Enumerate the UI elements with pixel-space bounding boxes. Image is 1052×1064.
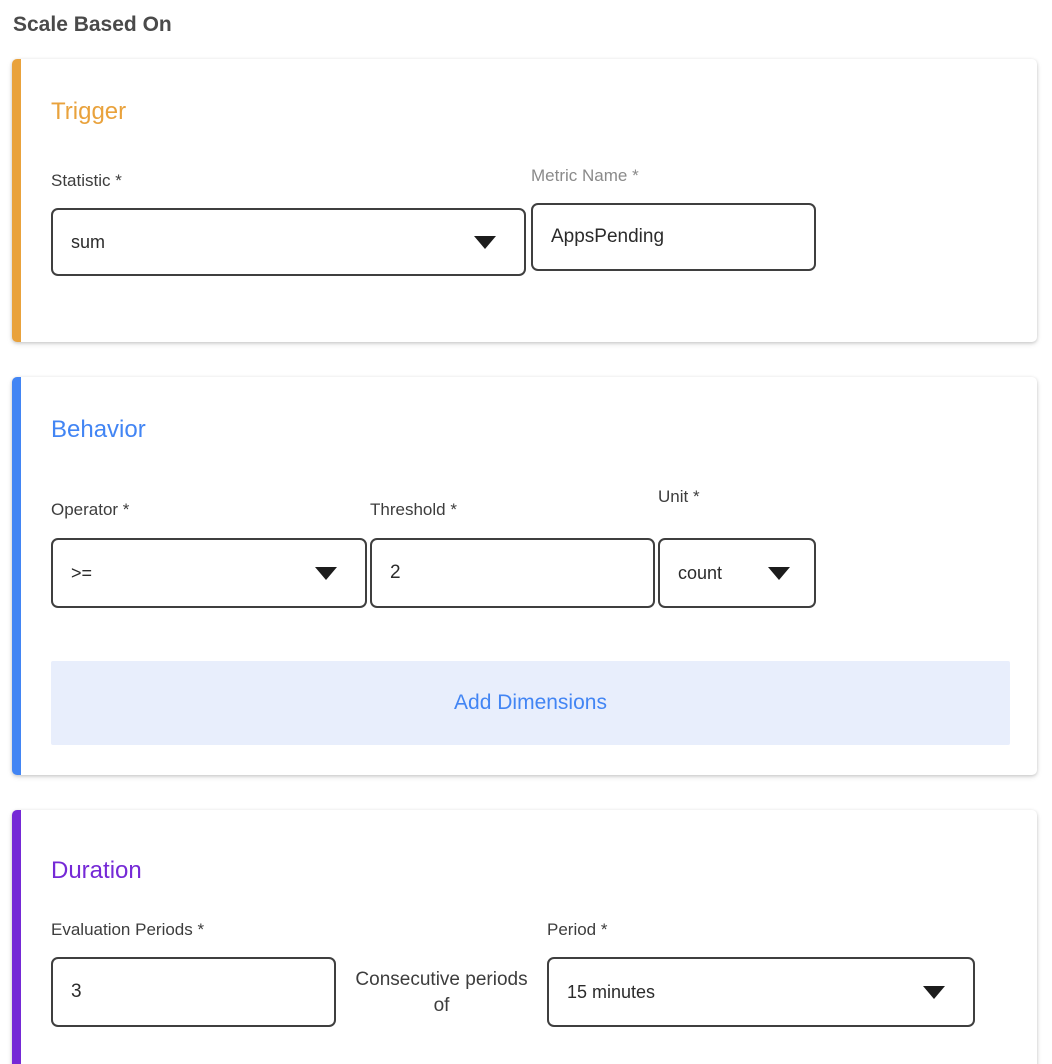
threshold-label: Threshold * bbox=[370, 500, 457, 519]
metric-name-label: Metric Name * bbox=[531, 166, 639, 185]
dropdown-arrow-icon bbox=[474, 236, 496, 249]
period-select[interactable] bbox=[547, 957, 975, 1027]
section-title-behavior: Behavior bbox=[51, 416, 146, 443]
period-label: Period * bbox=[547, 920, 608, 939]
behavior-section-card bbox=[12, 377, 1037, 775]
trigger-fields-row bbox=[51, 166, 1010, 276]
operator-field-group bbox=[51, 501, 367, 608]
period-field-group bbox=[547, 921, 975, 1027]
duration-section-content bbox=[21, 810, 1037, 1064]
section-title-trigger: Trigger bbox=[51, 98, 127, 125]
unit-field-group bbox=[658, 488, 816, 608]
statistic-select[interactable] bbox=[51, 208, 526, 276]
add-dimensions-button[interactable]: Add Dimensions bbox=[51, 661, 1010, 745]
period-selected-value: 15 minutes bbox=[567, 981, 656, 1002]
evaluation-periods-label: Evaluation Periods * bbox=[51, 920, 205, 939]
dropdown-arrow-icon bbox=[315, 567, 337, 580]
metric-name-input[interactable] bbox=[531, 203, 816, 271]
behavior-section-content bbox=[21, 377, 1037, 775]
unit-selected-value: count bbox=[678, 562, 723, 583]
of-line: of bbox=[433, 995, 450, 1016]
statistic-selected-value: sum bbox=[71, 231, 106, 252]
trigger-section-card bbox=[12, 59, 1037, 342]
unit-label: Unit * bbox=[658, 487, 700, 506]
operator-select[interactable] bbox=[51, 538, 367, 608]
metric-name-field-group bbox=[531, 167, 816, 271]
duration-fields-row bbox=[51, 921, 1010, 1027]
consecutive-periods-of-text bbox=[336, 967, 547, 1019]
statistic-field-group bbox=[51, 172, 526, 276]
operator-selected-value: >= bbox=[71, 562, 93, 583]
section-title-duration: Duration bbox=[51, 857, 142, 884]
unit-select[interactable] bbox=[658, 538, 816, 608]
dropdown-arrow-icon bbox=[923, 986, 945, 999]
consecutive-periods-line: Consecutive periods bbox=[355, 969, 528, 990]
operator-label: Operator * bbox=[51, 500, 130, 519]
statistic-label: Statistic * bbox=[51, 171, 122, 190]
page-title: Scale Based On bbox=[13, 13, 172, 36]
threshold-input[interactable] bbox=[370, 538, 655, 608]
trigger-section-content bbox=[21, 59, 1037, 342]
dropdown-arrow-icon bbox=[768, 567, 790, 580]
duration-section-card bbox=[12, 810, 1037, 1064]
behavior-fields-row bbox=[51, 487, 1010, 608]
evaluation-periods-input[interactable] bbox=[51, 957, 336, 1027]
threshold-field-group bbox=[370, 501, 655, 608]
evaluation-periods-field-group bbox=[51, 921, 336, 1027]
